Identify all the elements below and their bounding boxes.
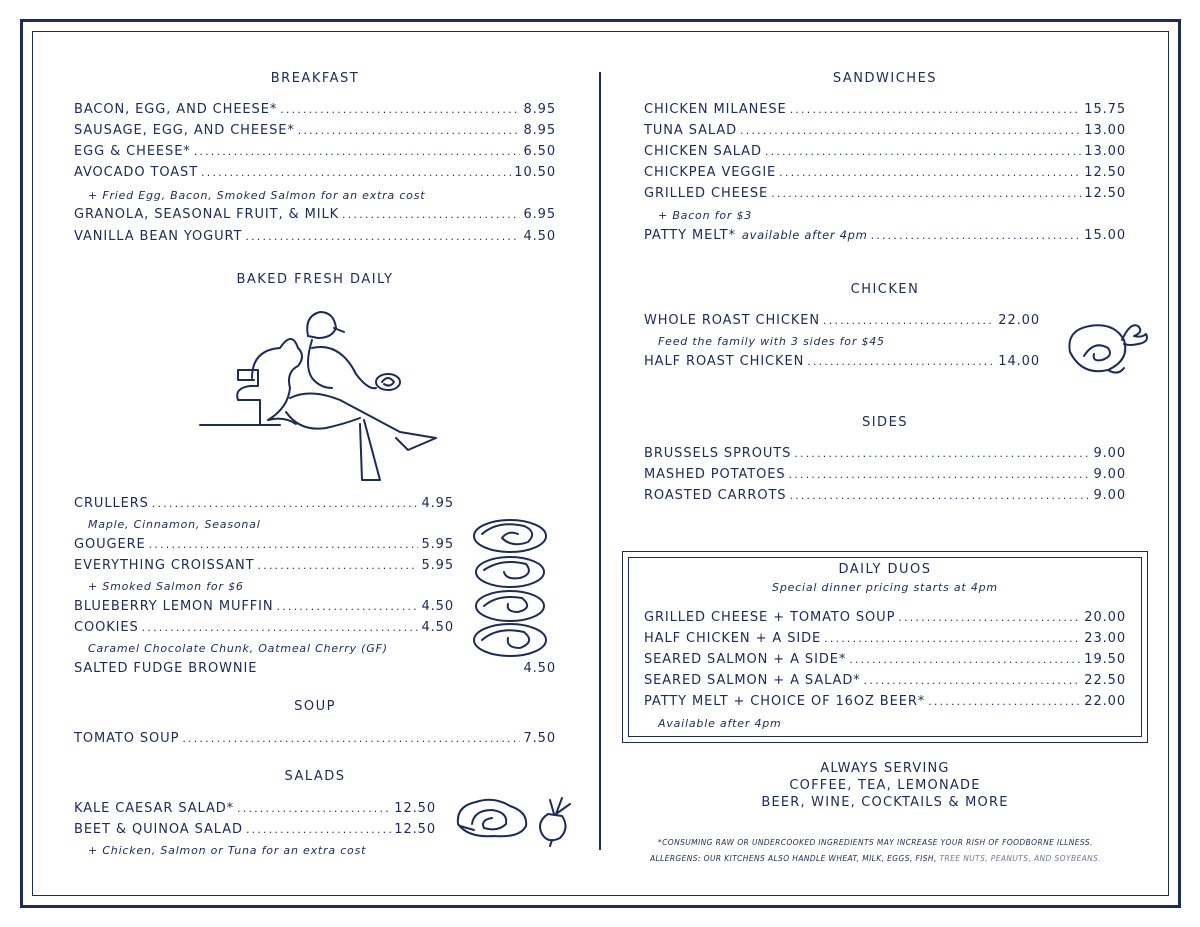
daily-duos-title: DAILY DUOS — [838, 562, 932, 577]
daily-duos-note: Available after 4pm — [658, 717, 782, 730]
menu-item-duo-salmon-side: SEARED SALMON + A SIDE* ..... 19.50 — [644, 652, 1126, 670]
chicken-title: CHICKEN — [850, 282, 920, 297]
always-serving-line2: BEER, WINE, COCKTAILS & MORE — [761, 795, 1009, 810]
menu-item-crullers: CRULLERS ..... 4.95 — [74, 496, 454, 514]
menu-item-bacon-egg-cheese: BACON, EGG, AND CHEESE* ..... 8.95 — [74, 102, 556, 120]
menu-item-granola: GRANOLA, SEASONAL FRUIT, & MILK ..... 6.95 — [74, 207, 556, 225]
menu-item-roasted-carrots: ROASTED CARROTS ..... 9.00 — [644, 488, 1126, 506]
menu-item-grilled-cheese: GRILLED CHEESE ..... 12.50 — [644, 186, 1126, 204]
menu-item-chickpea-veggie: CHICKPEA VEGGIE ..... 12.50 — [644, 165, 1126, 183]
beet-illustration — [532, 796, 576, 846]
allergen-disclaimer-part2: TREE NUTS, PEANUTS, AND SOYBEANS. — [939, 854, 1102, 863]
menu-item-kale-caesar: KALE CAESAR SALAD* ..... 12.50 — [74, 801, 436, 819]
sides-title: SIDES — [861, 415, 909, 430]
menu-item-duo-patty-melt-beer: PATTY MELT + CHOICE OF 16OZ BEER* ..... 22.00 — [644, 694, 1126, 712]
menu-item-beet-quinoa: BEET & QUINOA SALAD ..... 12.50 — [74, 822, 436, 840]
roast-chicken-illustration — [1064, 316, 1152, 378]
menu-item-gougere: GOUGERE ..... 5.95 — [74, 537, 454, 555]
always-serving-line1: COFFEE, TEA, LEMONADE — [789, 778, 981, 793]
allergen-disclaimer-part1: ALLERGENS: OUR KITCHENS ALSO HANDLE WHEAT, MILK, EGGS, FISH, — [650, 854, 937, 863]
menu-item-tomato-soup: TOMATO SOUP ..... 7.50 — [74, 731, 556, 749]
sandwiches-title: SANDWICHES — [832, 71, 938, 86]
always-serving-title: ALWAYS SERVING — [820, 761, 950, 776]
menu-item-half-roast-chicken: HALF ROAST CHICKEN ..... 14.00 — [644, 354, 1040, 372]
chicken-note: Feed the family with 3 sides for $45 — [658, 335, 885, 348]
cabbage-illustration — [454, 796, 534, 840]
croissant-note: + Smoked Salmon for $6 — [88, 580, 244, 593]
menu-item-avocado-toast: AVOCADO TOAST ..... 10.50 — [74, 165, 556, 183]
menu-item-blueberry-muffin: BLUEBERRY LEMON MUFFIN ..... 4.50 — [74, 599, 454, 617]
pastry-stack-illustration — [468, 514, 552, 664]
raw-food-disclaimer: *CONSUMING RAW OR UNDERCOOKED INGREDIENTS MAY INCREASE YOUR RISH OF FOODBORNE ILLNESS. — [658, 838, 1093, 847]
column-divider — [599, 72, 601, 850]
menu-item-duo-grilled-cheese-tomato-soup: GRILLED CHEESE + TOMATO SOUP ..... 20.00 — [644, 610, 1126, 628]
menu-item-brussels-sprouts: BRUSSELS SPROUTS ..... 9.00 — [644, 446, 1126, 464]
salads-title: SALADS — [284, 769, 346, 784]
menu-item-salted-fudge-brownie: SALTED FUDGE BROWNIE 4.50 — [74, 661, 556, 676]
menu-item-vanilla-yogurt: VANILLA BEAN YOGURT ..... 4.50 — [74, 229, 556, 247]
menu-item-sausage-egg-cheese: SAUSAGE, EGG, AND CHEESE* ..... 8.95 — [74, 123, 556, 141]
menu-item-patty-melt: PATTY MELT* available after 4pm ..... 15.00 — [644, 228, 1126, 246]
menu-item-everything-croissant: EVERYTHING CROISSANT ..... 5.95 — [74, 558, 454, 576]
menu-item-chicken-salad: CHICKEN SALAD ..... 13.00 — [644, 144, 1126, 162]
daily-duos-subtitle: Special dinner pricing starts at 4pm — [772, 581, 998, 594]
cookies-note: Caramel Chocolate Chunk, Oatmeal Cherry (GF) — [88, 642, 388, 655]
grilled-cheese-note: + Bacon for $3 — [658, 209, 753, 222]
baked-title: BAKED FRESH DAILY — [236, 272, 394, 287]
crullers-note: Maple, Cinnamon, Seasonal — [88, 518, 261, 531]
menu-item-whole-roast-chicken: WHOLE ROAST CHICKEN ..... 22.00 — [644, 313, 1040, 331]
breakfast-title: BREAKFAST — [270, 71, 360, 86]
menu-item-mashed-potatoes: MASHED POTATOES ..... 9.00 — [644, 467, 1126, 485]
menu-item-tuna-salad: TUNA SALAD ..... 13.00 — [644, 123, 1126, 141]
soup-title: SOUP — [294, 699, 336, 714]
avocado-toast-note: + Fried Egg, Bacon, Smoked Salmon for an extra cost — [88, 189, 426, 202]
salads-note: + Chicken, Salmon or Tuna for an extra cost — [88, 844, 367, 857]
menu-item-cookies: COOKIES ..... 4.50 — [74, 620, 454, 638]
menu-item-duo-salmon-salad: SEARED SALMON + A SALAD* ..... 22.50 — [644, 673, 1126, 691]
person-sitting-with-pastry-illustration — [200, 308, 440, 488]
menu-item-egg-cheese: EGG & CHEESE* ..... 6.50 — [74, 144, 556, 162]
menu-item-duo-half-chicken-side: HALF CHICKEN + A SIDE ..... 23.00 — [644, 631, 1126, 649]
allergen-disclaimer — [650, 854, 1101, 863]
menu-item-chicken-milanese: CHICKEN MILANESE ..... 15.75 — [644, 102, 1126, 120]
